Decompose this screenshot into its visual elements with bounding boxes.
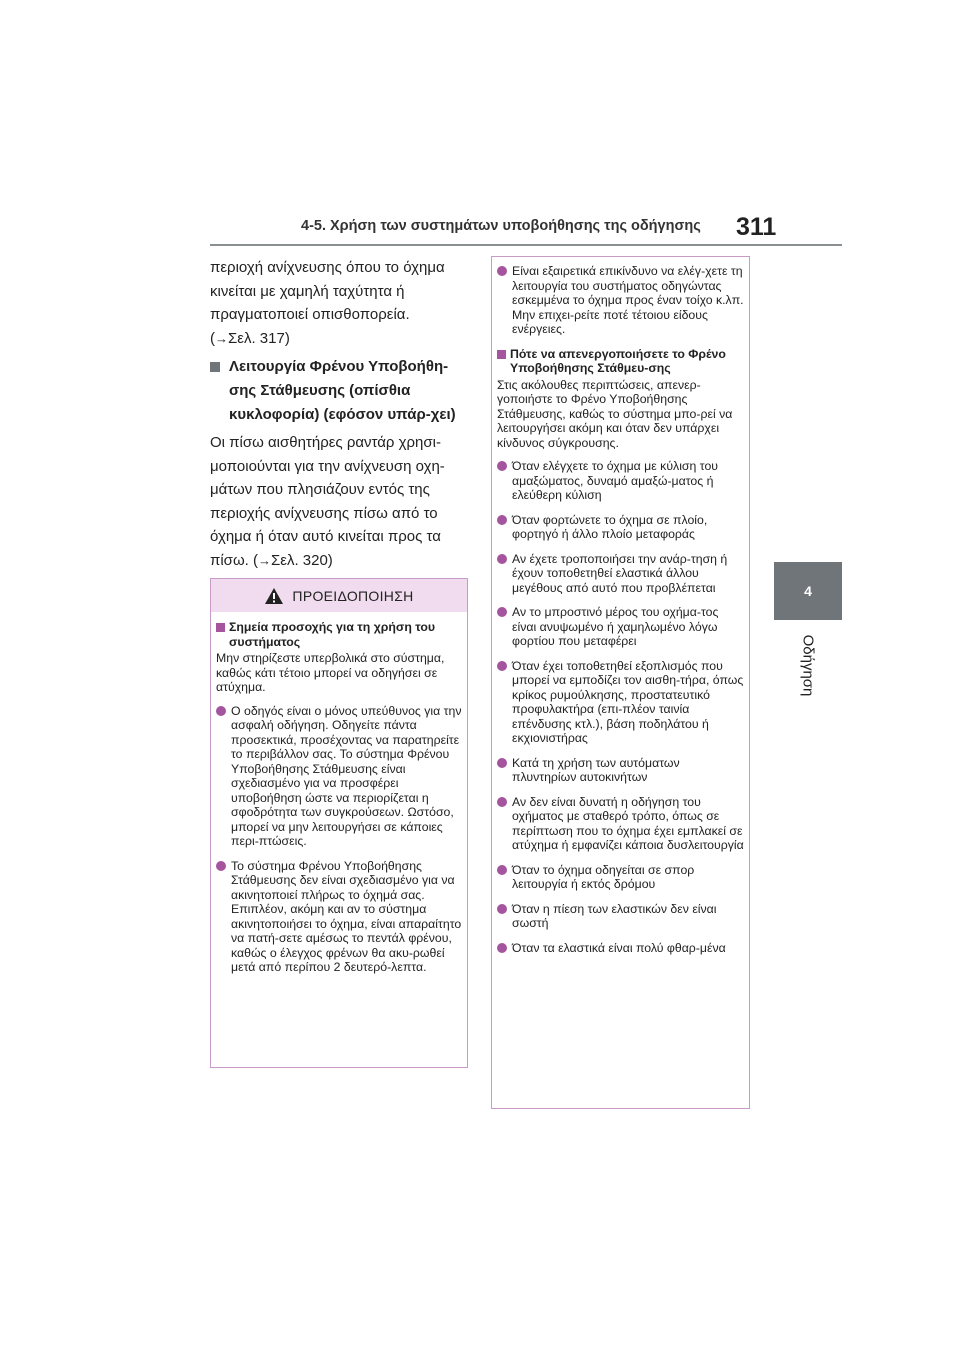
list-item (497, 941, 744, 956)
circle-bullet-icon (497, 607, 507, 617)
warning-header (211, 579, 467, 612)
circle-bullet-icon (497, 661, 507, 671)
list-item-text: Αν δεν είναι δυνατή η οδήγηση του οχήματος με σταθερό τρόπο, όπως σε περίπτωση που το όχημα έχει εμπλακεί σε ατύχημα ή εμφανίζει κάποια δυσλειτουργία (512, 794, 744, 852)
circle-bullet-icon (216, 706, 226, 716)
warning-paragraph: Μην στηρίζεστε υπερβολικά στο σύστημα, καθώς κάτι τέτοιο μπορεί να οδηγήσει σε ατύχημα. (216, 651, 445, 694)
list-item (497, 863, 744, 892)
circle-bullet-icon (497, 865, 507, 875)
left-column (210, 256, 470, 572)
circle-bullet-icon (497, 554, 507, 564)
section-text: Οι πίσω αισθητήρες ραντάρ χρησι-μοποιούνται για την ανίχνευση οχη-μάτων που πλησιάζουν εντός της περιοχής ανίχνευσης πίσω από το όχημα ή όταν αυτό κινείται προς τα πίσω. ( (210, 434, 445, 569)
chapter-label: Οδήγηση (799, 634, 817, 696)
section-heading (210, 355, 470, 427)
list-item-text: Ο οδηγός είναι ο μόνος υπεύθυνος για την ασφαλή οδήγηση. Οδηγείτε πάντα προσεκτικά, προσέχοντας να παρατηρείτε το περιβάλλον σας. Το σύστημα Φρένου Υποβοήθησης Στάθμευσης είναι σχεδιασμένο για να προσφέρει υποβοήθηση ώστε να περιορίζεται η σφοδρότητα των συγκρούσεων. Ωστόσο, μπορεί να μην λειτουργήσει σε κάποιες περι-πτώσεις. (231, 703, 462, 848)
circle-bullet-icon (497, 515, 507, 525)
list-item-text: Όταν η πίεση των ελαστικών δεν είναι σωστή (512, 901, 717, 930)
section-page-ref: Σελ. 320) (270, 551, 333, 569)
list-item-text: Όταν φορτώνετε το όχημα σε πλοίο, φορτηγό ή άλλο πλοίο μεταφοράς (512, 512, 708, 541)
circle-bullet-icon (497, 461, 507, 471)
section-paragraph (210, 431, 470, 572)
warning-title: ΠΡΟΕΙΔΟΠΟΙΗΣΗ (292, 587, 414, 604)
list-item (497, 552, 744, 596)
circle-bullet-icon (497, 758, 507, 768)
list-item-text: Όταν ελέγχετε το όχημα με κύλιση του αμαξώματος, δυναμό αμαξώ-ματος ή ελεύθερη κύλιση (512, 459, 719, 502)
circle-bullet-icon (497, 904, 507, 914)
disable-paragraph: Στις ακόλουθες περιπτώσεις, απενερ-γοποιήστε το Φρένο Υποβοήθησης Στάθμευσης, καθώς το σύστημα μπο-ρεί να λειτουργήσει ακόμη και όταν δεν υπάρχει κίνδυνος σύγκρουσης. (497, 377, 733, 450)
list-item (497, 264, 744, 337)
square-bullet-icon (216, 623, 225, 632)
list-item-text: Αν το μπροστινό μέρος του οχήμα-τος είναι ανυψωμένο ή χαμηλωμένο λόγω φορτίου που μεταφέρει (512, 605, 719, 648)
list-item-text: Όταν το όχημα οδηγείται σε σπορ λειτουργία ή εκτός δρόμου (512, 862, 695, 891)
header-divider (210, 244, 842, 246)
reference-arrow-icon: → (257, 552, 271, 568)
list-item (497, 756, 744, 785)
circle-bullet-icon (216, 861, 226, 871)
list-item (497, 605, 744, 649)
list-item (497, 902, 744, 931)
list-item-text: Αν έχετε τροποποιήσει την ανάρ-τηση ή έχουν τοποθετηθεί ελαστικά άλλου μεγέθους από αυτό που προβλέπεται (512, 551, 728, 595)
disable-sub-heading-text: Πότε να απενεργοποιήσετε το Φρένο Υποβοήθησης Στάθμευ-σης (510, 346, 726, 375)
warning-triangle-icon (264, 587, 284, 605)
list-item-text: Όταν έχει τοποθετηθεί εξοπλισμός που μπορεί να εμποδίζει τον αισθη-τήρα, όπως κρίκος ρυμούλκησης, προστατευτικό προφυλακτήρα (επι-πλέον ταινία επένδυσης κτλ.), βάση ποδηλάτου ή εκχιονιστήρας (512, 658, 744, 745)
disable-sub-heading (497, 347, 744, 376)
list-item-text: Το σύστημα Φρένου Υποβοήθησης Στάθμευσης δεν είναι σχεδιασμένο για να ακινητοποιεί πλήρως το όχημά σας. Επιπλέον, ακόμη και αν το σύστημα ακινητοποιήσει το όχημα, είναι απαραίτητο να πατή-σετε αμέσως το πεντάλ φρένου, καθώς ο έλεγχος φρένων θα ακυ-ρωθεί μετά από περίπου 2 δευτερό-λεπτα. (231, 858, 462, 974)
list-item-text: Κατά τη χρήση των αυτόματων πλυντηρίων αυτοκινήτων (512, 755, 680, 784)
intro-page-ref: Σελ. 317) (228, 329, 290, 347)
list-item-text: Όταν τα ελαστικά είναι πολύ φθαρ-μένα (512, 940, 726, 955)
circle-bullet-icon (497, 797, 507, 807)
warning-continuation-box (491, 256, 750, 1109)
warning-sub-heading-text: Σημεία προσοχής για τη χρήση του συστήματος (229, 620, 436, 649)
section-title: 4-5. Χρήση των συστημάτων υποβοήθησης της οδήγησης (301, 218, 701, 234)
circle-bullet-icon (497, 266, 507, 276)
warning-sub-heading (216, 620, 462, 649)
list-item (497, 459, 744, 503)
warning-box (210, 578, 468, 1068)
list-item (497, 513, 744, 542)
square-bullet-icon (497, 350, 506, 359)
list-item (497, 659, 744, 746)
list-item-text: Είναι εξαιρετικά επικίνδυνο να ελέγ-χετε τη λειτουργία του συστήματος οδηγώντας εσκεμμένα το όχημα προς έναν τοίχο κ.λπ. Μην επιχει-ρείτε ποτέ τέτοιου είδους ενέργειες. (512, 264, 744, 336)
page-number: 311 (736, 213, 777, 241)
warning-body (211, 612, 467, 975)
list-item (497, 795, 744, 853)
reference-arrow-icon: → (215, 330, 228, 346)
chapter-tab: 4 (774, 562, 842, 620)
square-bullet-icon (210, 362, 220, 372)
list-item (216, 859, 462, 975)
list-item (216, 704, 462, 849)
intro-text: περιοχή ανίχνευσης όπου το όχημα κινείται με χαμηλή ταχύτητα ή πραγματοποιεί οπισθοπορεία. (210, 259, 445, 323)
section-heading-text: Λειτουργία Φρένου Υποβοήθη-σης Στάθμευσης (οπίσθια κυκλοφορία) (εφόσον υπάρ-χει) (229, 358, 456, 423)
intro-paragraph: περιοχή ανίχνευσης όπου το όχημα κινείται με χαμηλή ταχύτητα ή πραγματοποιεί οπισθοπορεία. (→Σελ. 317) (210, 259, 445, 347)
circle-bullet-icon (497, 943, 507, 953)
